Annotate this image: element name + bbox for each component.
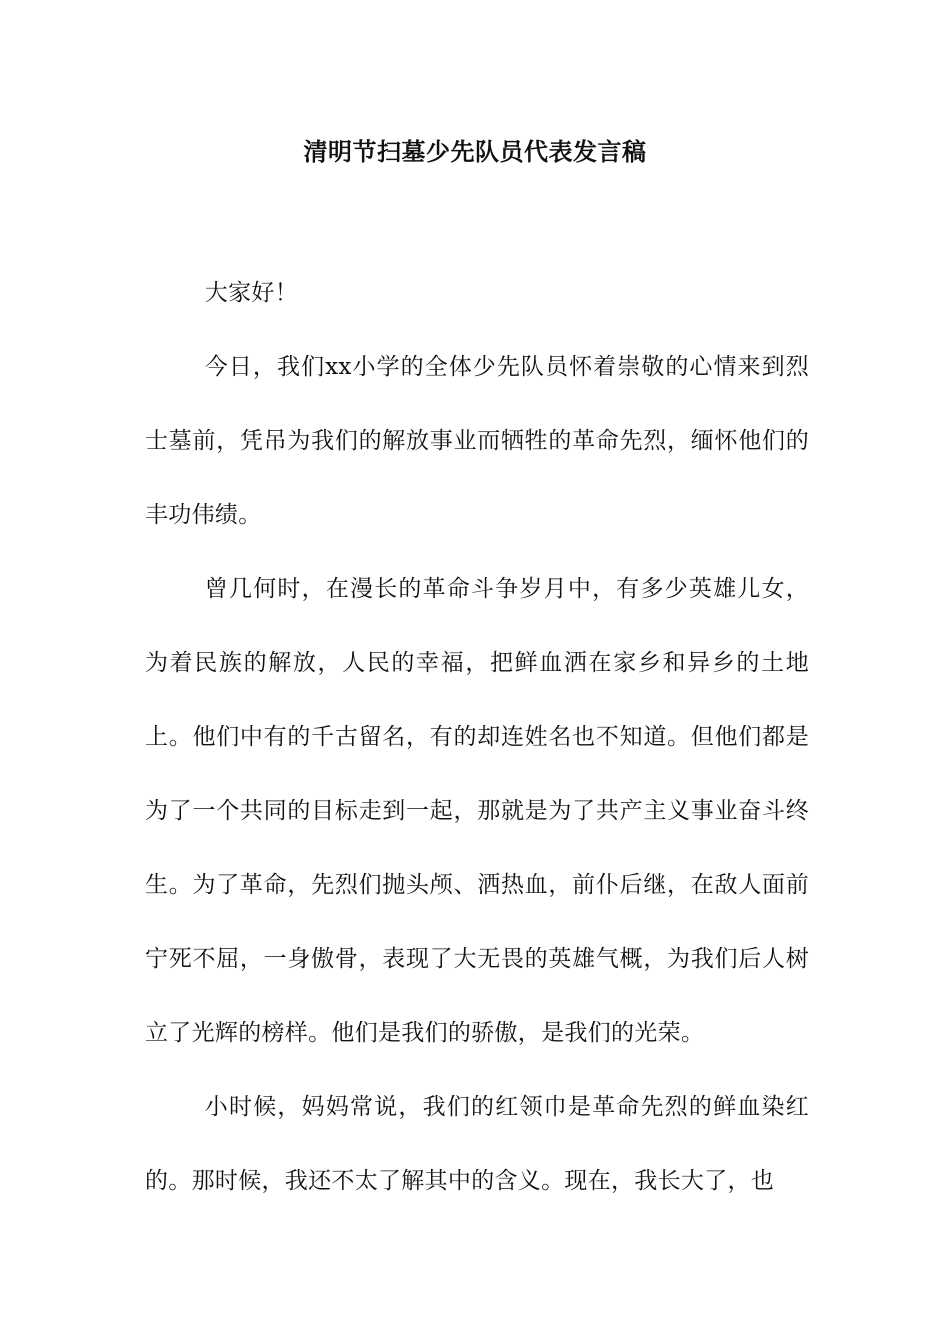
paragraph-history: 曾几何时，在漫长的革命斗争岁月中，有多少英雄儿女，为着民族的解放，人民的幸福，把鲜血洒在家乡和异乡的土地上。他们中有的千古留名，有的却连姓名也不知道。但他们都是为了一个共同的目标走到一起，那就是为了共产主义事业奋斗终生。为了革命，先烈们抛头颅、洒热血，前仆后继，在敌人面前宁死不屈，一身傲骨，表现了大无畏的英雄气概，为我们后人树立了光辉的榜样。他们是我们的骄傲，是我们的光荣。: [145, 576, 809, 1046]
paragraph-greeting: 大家好！: [204, 280, 298, 306]
paragraph-red-scarf: 小时候，妈妈常说，我们的红领巾是革命先烈的鲜血染红的。那时候，我还不太了解其中的含义。现在，我长大了，也: [145, 1094, 809, 1194]
document-title: 清明节扫墓少先队员代表发言稿: [303, 137, 647, 166]
paragraph-opening: 今日，我们xx小学的全体少先队员怀着崇敬的心情来到烈士墓前，凭吊为我们的解放事业而牺牲的革命先烈，缅怀他们的丰功伟绩。: [145, 354, 809, 528]
document-body: [145, 256, 809, 1218]
